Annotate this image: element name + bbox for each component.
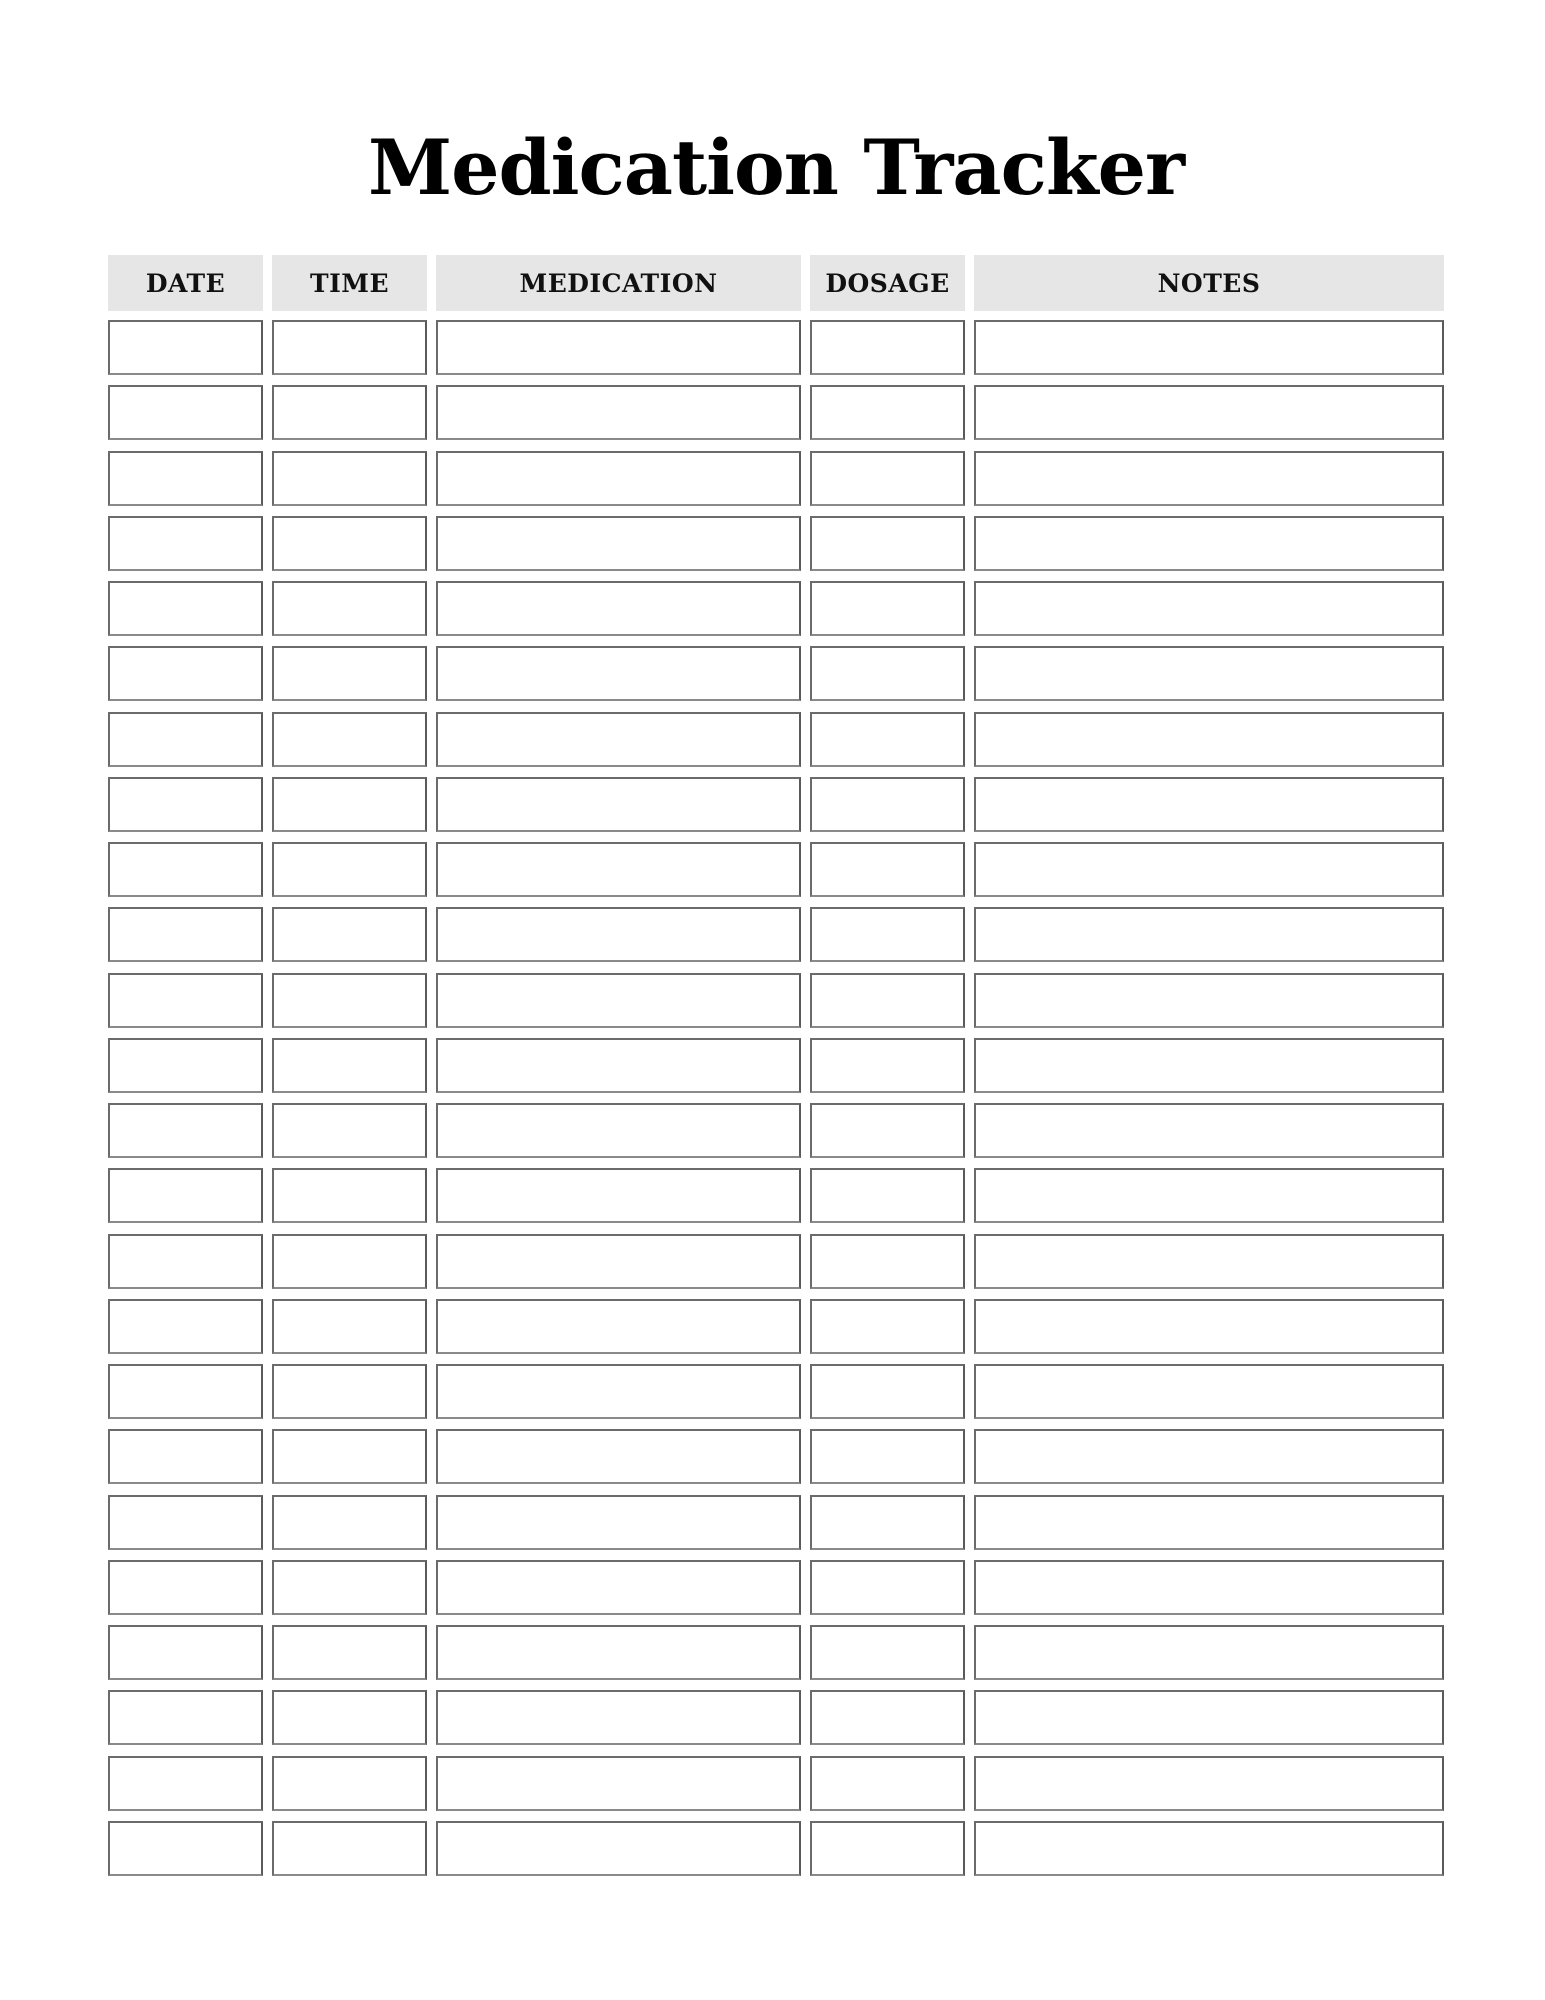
cell-medication[interactable] — [436, 1364, 801, 1419]
cell-notes[interactable] — [974, 646, 1444, 701]
cell-notes[interactable] — [974, 1103, 1444, 1158]
cell-notes[interactable] — [974, 1690, 1444, 1745]
cell-medication[interactable] — [436, 907, 801, 962]
cell-time[interactable] — [272, 385, 427, 440]
cell-time[interactable] — [272, 1299, 427, 1354]
cell-date[interactable] — [108, 712, 263, 767]
cell-date[interactable] — [108, 1234, 263, 1289]
cell-date[interactable] — [108, 320, 263, 375]
cell-time[interactable] — [272, 907, 427, 962]
cell-time[interactable] — [272, 842, 427, 897]
cell-medication[interactable] — [436, 842, 801, 897]
cell-time[interactable] — [272, 1103, 427, 1158]
cell-medication[interactable] — [436, 1038, 801, 1093]
cell-date[interactable] — [108, 1429, 263, 1484]
cell-notes[interactable] — [974, 1560, 1444, 1615]
cell-time[interactable] — [272, 1495, 427, 1550]
cell-time[interactable] — [272, 1429, 427, 1484]
cell-dosage[interactable] — [810, 1690, 965, 1745]
cell-notes[interactable] — [974, 907, 1444, 962]
cell-dosage[interactable] — [810, 451, 965, 506]
cell-date[interactable] — [108, 1299, 263, 1354]
cell-medication[interactable] — [436, 1625, 801, 1680]
header-medication: MEDICATION — [436, 255, 801, 311]
cell-date[interactable] — [108, 516, 263, 571]
cell-medication[interactable] — [436, 1234, 801, 1289]
cell-date[interactable] — [108, 1038, 263, 1093]
cell-notes[interactable] — [974, 516, 1444, 571]
cell-dosage[interactable] — [810, 907, 965, 962]
cell-date[interactable] — [108, 646, 263, 701]
cell-notes[interactable] — [974, 1821, 1444, 1876]
cell-time[interactable] — [272, 712, 427, 767]
cell-dosage[interactable] — [810, 1495, 965, 1550]
cell-date[interactable] — [108, 385, 263, 440]
cell-medication[interactable] — [436, 1299, 801, 1354]
cell-medication[interactable] — [436, 581, 801, 636]
cell-medication[interactable] — [436, 1429, 801, 1484]
cell-date[interactable] — [108, 1821, 263, 1876]
cell-time[interactable] — [272, 1690, 427, 1745]
cell-notes[interactable] — [974, 1364, 1444, 1419]
cell-date[interactable] — [108, 451, 263, 506]
cell-medication[interactable] — [436, 1690, 801, 1745]
cell-medication[interactable] — [436, 451, 801, 506]
cell-notes[interactable] — [974, 1168, 1444, 1223]
cell-dosage[interactable] — [810, 1560, 965, 1615]
cell-dosage[interactable] — [810, 1756, 965, 1811]
cell-time[interactable] — [272, 451, 427, 506]
cell-notes[interactable] — [974, 973, 1444, 1028]
cell-date[interactable] — [108, 1168, 263, 1223]
cell-dosage[interactable] — [810, 646, 965, 701]
cell-notes[interactable] — [974, 712, 1444, 767]
cell-time[interactable] — [272, 320, 427, 375]
cell-time[interactable] — [272, 1821, 427, 1876]
cell-dosage[interactable] — [810, 1821, 965, 1876]
cell-date[interactable] — [108, 1495, 263, 1550]
cell-medication[interactable] — [436, 320, 801, 375]
cell-dosage[interactable] — [810, 973, 965, 1028]
cell-time[interactable] — [272, 1168, 427, 1223]
cell-medication[interactable] — [436, 973, 801, 1028]
cell-time[interactable] — [272, 1625, 427, 1680]
cell-time[interactable] — [272, 1234, 427, 1289]
cell-dosage[interactable] — [810, 385, 965, 440]
cell-dosage[interactable] — [810, 1038, 965, 1093]
cell-date[interactable] — [108, 1560, 263, 1615]
cell-notes[interactable] — [974, 385, 1444, 440]
cell-dosage[interactable] — [810, 712, 965, 767]
header-notes: NOTES — [974, 255, 1444, 311]
cell-date[interactable] — [108, 1364, 263, 1419]
cell-date[interactable] — [108, 1625, 263, 1680]
cell-notes[interactable] — [974, 1495, 1444, 1550]
cell-notes[interactable] — [974, 1756, 1444, 1811]
cell-date[interactable] — [108, 1690, 263, 1745]
cell-notes[interactable] — [974, 1038, 1444, 1093]
cell-dosage[interactable] — [810, 1299, 965, 1354]
cell-date[interactable] — [108, 581, 263, 636]
cell-notes[interactable] — [974, 320, 1444, 375]
cell-notes[interactable] — [974, 777, 1444, 832]
cell-notes[interactable] — [974, 1299, 1444, 1354]
cell-medication[interactable] — [436, 1756, 801, 1811]
cell-notes[interactable] — [974, 1625, 1444, 1680]
cell-medication[interactable] — [436, 646, 801, 701]
page-title: Medication Tracker — [367, 123, 1185, 212]
cell-time[interactable] — [272, 1756, 427, 1811]
header-dosage: DOSAGE — [810, 255, 965, 311]
cell-time[interactable] — [272, 1560, 427, 1615]
cell-date[interactable] — [108, 973, 263, 1028]
cell-dosage[interactable] — [810, 1429, 965, 1484]
cell-time[interactable] — [272, 516, 427, 571]
cell-medication[interactable] — [436, 516, 801, 571]
cell-date[interactable] — [108, 777, 263, 832]
cell-dosage[interactable] — [810, 1234, 965, 1289]
cell-dosage[interactable] — [810, 581, 965, 636]
cell-time[interactable] — [272, 581, 427, 636]
cell-date[interactable] — [108, 907, 263, 962]
cell-notes[interactable] — [974, 1234, 1444, 1289]
cell-notes[interactable] — [974, 581, 1444, 636]
cell-medication[interactable] — [436, 1168, 801, 1223]
cell-dosage[interactable] — [810, 777, 965, 832]
cell-dosage[interactable] — [810, 1625, 965, 1680]
cell-time[interactable] — [272, 1038, 427, 1093]
cell-date[interactable] — [108, 842, 263, 897]
cell-time[interactable] — [272, 973, 427, 1028]
cell-time[interactable] — [272, 1364, 427, 1419]
cell-dosage[interactable] — [810, 1364, 965, 1419]
header-date: DATE — [108, 255, 263, 311]
cell-medication[interactable] — [436, 712, 801, 767]
cell-dosage[interactable] — [810, 842, 965, 897]
header-time: TIME — [272, 255, 427, 311]
cell-dosage[interactable] — [810, 516, 965, 571]
cell-medication[interactable] — [436, 385, 801, 440]
cell-time[interactable] — [272, 777, 427, 832]
cell-date[interactable] — [108, 1756, 263, 1811]
cell-notes[interactable] — [974, 842, 1444, 897]
cell-dosage[interactable] — [810, 1168, 965, 1223]
cell-notes[interactable] — [974, 1429, 1444, 1484]
cell-medication[interactable] — [436, 1821, 801, 1876]
cell-dosage[interactable] — [810, 320, 965, 375]
cell-notes[interactable] — [974, 451, 1444, 506]
cell-time[interactable] — [272, 646, 427, 701]
cell-date[interactable] — [108, 1103, 263, 1158]
cell-medication[interactable] — [436, 777, 801, 832]
cell-medication[interactable] — [436, 1103, 801, 1158]
cell-dosage[interactable] — [810, 1103, 965, 1158]
cell-medication[interactable] — [436, 1495, 801, 1550]
cell-medication[interactable] — [436, 1560, 801, 1615]
